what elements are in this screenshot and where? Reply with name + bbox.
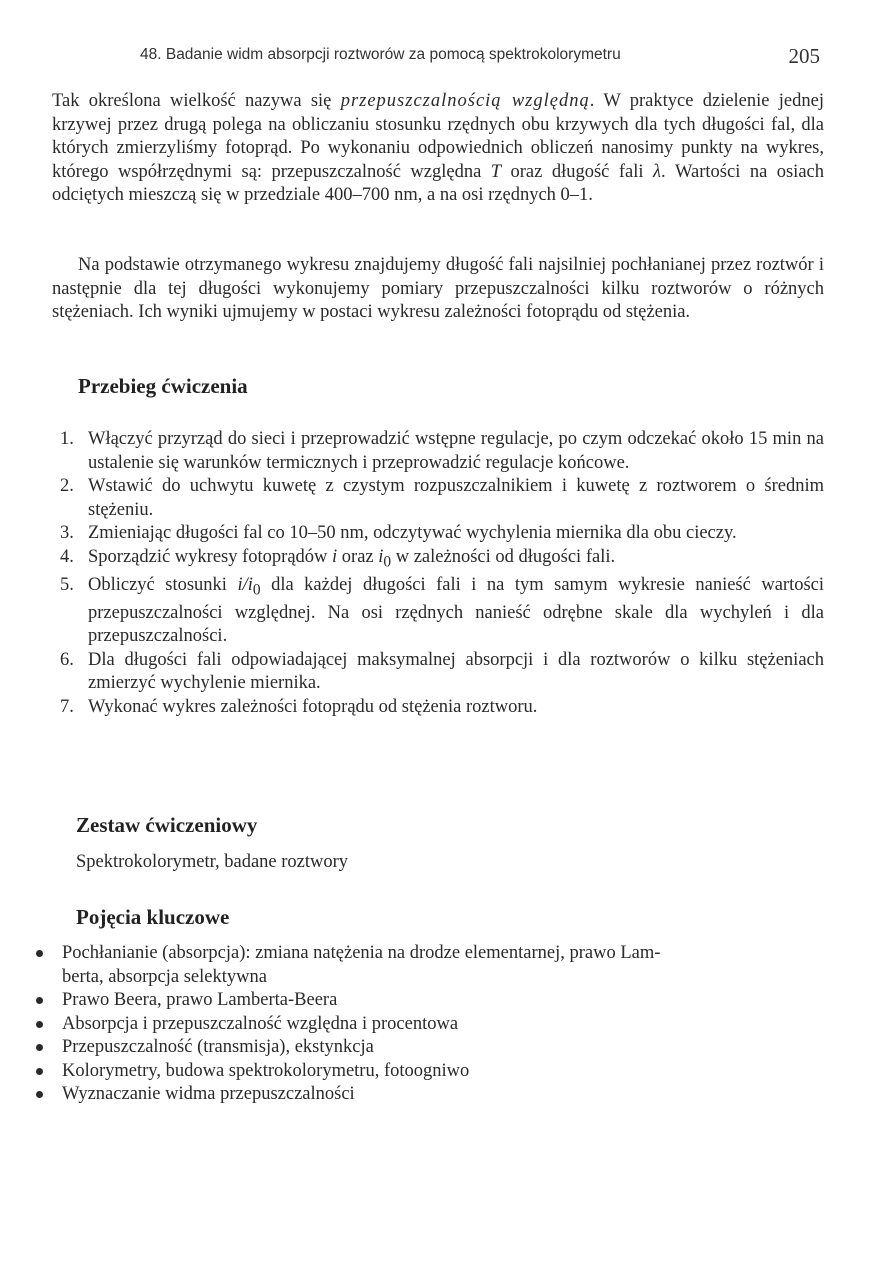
bullet-icon — [36, 1021, 43, 1028]
symbol-ratio: i/i — [237, 574, 253, 595]
page-number: 205 — [788, 44, 820, 68]
heading-przebieg: Przebieg ćwiczenia — [78, 374, 248, 398]
step-number: 1. — [60, 429, 74, 449]
heading-zestaw: Zestaw ćwiczeniowy — [76, 813, 258, 837]
paragraph-absorption-wavelength: Na podstawie otrzymanego wykresu znajdujemy długość fali najsilniej pochłanianej przez roztwór i następnie dla tej długości wykonujemy pomiary przepuszczalności kilku roztworów o różnych stężeniach. Ich wyniki ujmujemy w postaci wykresu zależności fotoprądu od stężenia. — [52, 255, 824, 322]
key-concepts-list — [30, 942, 794, 1107]
procedure-step — [52, 696, 824, 720]
running-title: 48. Badanie widm absorpcji roztworów za pomocą spektrokolorymetru — [140, 46, 621, 63]
procedure-step — [52, 546, 824, 574]
bullet-icon — [36, 1068, 43, 1075]
symbol-i0: i — [378, 546, 384, 567]
term-relative-transmittance: przepuszczalnością względną — [340, 91, 590, 111]
procedure-step — [52, 428, 824, 475]
step-text: Sporządzić wykresy fotoprądów i oraz $i_0$ w zależności od długości fali. — [88, 546, 616, 571]
procedure-step — [52, 574, 824, 649]
concept-item: Kolorymetry, budowa spektrokolorymetru, fotoogniwo — [30, 1060, 794, 1084]
concept-item: Wyznaczanie widma przepuszczalności — [30, 1083, 794, 1107]
step-number: 7. — [60, 696, 74, 717]
step-text: Wykonać wykres zależności fotoprądu od stężenia roztworu. — [88, 696, 538, 717]
step-number: 6. — [60, 649, 74, 670]
step-number: 2. — [60, 476, 74, 496]
procedure-step — [52, 649, 824, 696]
procedure-step — [52, 475, 824, 522]
symbol-lambda: λ — [652, 161, 661, 182]
concept-item: Absorpcja i przepuszczalność względna i procentowa — [30, 1013, 794, 1037]
procedure-step — [52, 522, 824, 546]
step-text: Wstawić do uchwytu kuwetę z czystym rozpuszczalnikiem i kuwetę z roztworem o średnim stężeniu. — [88, 476, 824, 520]
bullet-icon — [36, 950, 43, 957]
step-number: 4. — [60, 546, 74, 567]
heading-pojecia: Pojęcia kluczowe — [76, 905, 230, 929]
bullet-icon — [36, 1091, 43, 1098]
concept-item: Pochłanianie (absorpcja): zmiana natężenia na drodze elementarnej, prawo Lam- berta, absorpcja selektywna — [30, 942, 794, 989]
paragraph-relative-transmittance: Tak określona wielkość nazywa się przepuszczalnością względną. W praktyce dzielenie jednej krzywej przez drugą polega na obliczaniu stosunku rzędnych obu krzywych dla tych długości fal, dla których zmierzyliśmy fotoprąd. Po wykonaniu odpowiednich obliczeń nanosimy punkty na wykres, którego współrzędnymi są: przepuszczalność względna T oraz długość fali λ. Wartości na osiach odciętych mieszczą się w przedziale 400–700 nm, a na osi rzędnych 0–1. — [52, 91, 824, 205]
concept-item: Prawo Beera, prawo Lamberta-Beera — [30, 989, 794, 1013]
running-header — [140, 44, 820, 68]
symbol-i: i — [332, 546, 338, 567]
step-text: Zmieniając długości fal co 10–50 nm, odczytywać wychylenia miernika dla obu cieczy. — [88, 523, 737, 543]
equipment-text: Spektrokolorymetr, badane roztwory — [76, 852, 349, 872]
symbol-T: T — [490, 161, 502, 182]
step-text: Włączyć przyrząd do sieci i przeprowadzić wstępne regulacje, po czym odczekać około 15 min na ustalenie się warunków termicznych i przeprowadzić regulacje końcowe. — [88, 429, 824, 473]
concept-item: Przepuszczalność (transmisja), ekstynkcja — [30, 1036, 794, 1060]
step-text: Dla długości fali odpowiadającej maksymalnej absorpcji i dla roztworów o kilku stężeniach zmierzyć wychylenie miernika. — [88, 649, 824, 694]
step-number: 5. — [60, 574, 74, 595]
step-number: 3. — [60, 523, 74, 543]
step-text: Obliczyć stosunki $i/i_0$ dla każdej długości fali i na tym samym wykresie nanieść wartości przepuszczalności względnej. Na osi rzędnych nanieść odrębne skale dla wychyleń i dla przepuszczalności. — [88, 574, 825, 647]
bullet-icon — [36, 997, 43, 1004]
bullet-icon — [36, 1044, 43, 1051]
procedure-list — [52, 428, 824, 719]
